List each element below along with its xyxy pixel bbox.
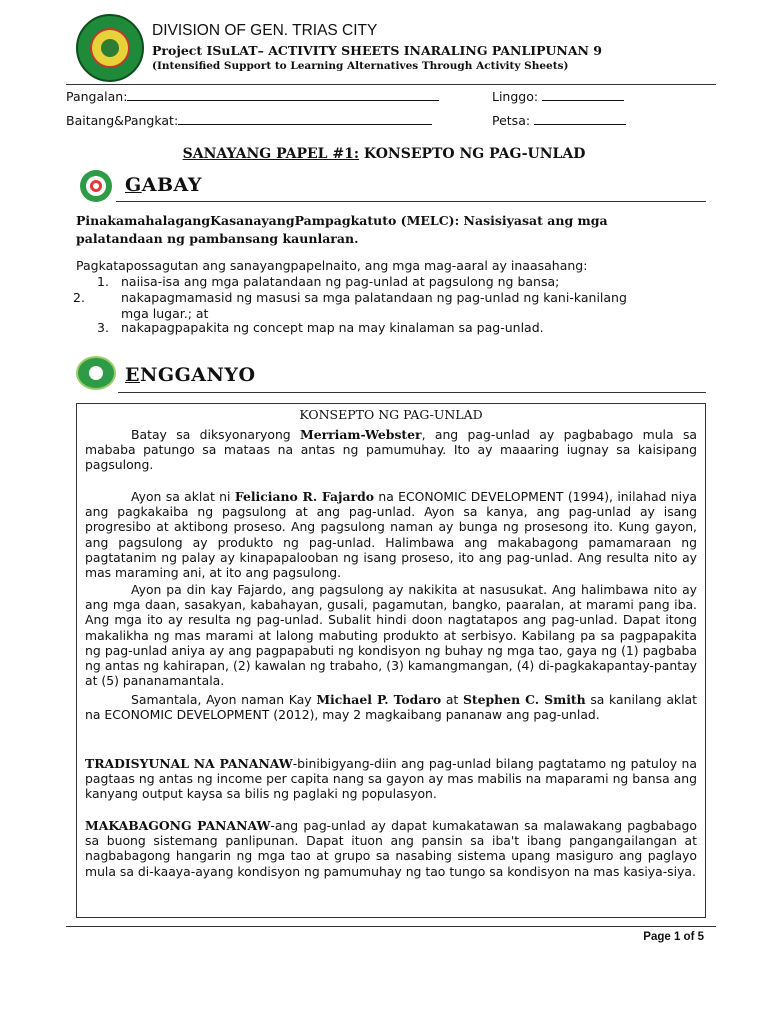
division-seal-logo: [76, 14, 144, 82]
paragraph-3: Ayon pa din kay Fajardo, ang pagsulong ay nakikita at nasusukat. Ang halimbawa nito ay ang mga daan, sasakyan, kabahayan, gusali, pagamutan, bangko, paaralan, at marami pang iba. Ang mga ito ay resulta ng pag-unlad. Subalit hindi doon nagtatapos ang pag-unlad. Dapat itong makalikha ng mas marami at lalong mabuting produkto at serbisyo. Kabilang pa sa pagpapakita ng pag-unlad aniya ay ang pagpapabuti ng kondisyon ng buhay ng mga tao, gaya ng (1) pagbaba ng antas ng kahirapan, (2) kawalan ng trabaho, (3) kamangmangan, (4) di-pagkakapantay-pantay at (5) pananamantala.: [85, 582, 697, 689]
petsa-label: Petsa:: [492, 113, 531, 128]
objective-item: 1. naiisa-isa ang mga palatandaan ng pag-unlad at pagsulong ng bansa;: [97, 274, 560, 289]
pangalan-line[interactable]: [127, 88, 439, 101]
footer-divider: [66, 926, 716, 927]
target-icon: [80, 170, 112, 202]
paragraph-1: Batay sa diksyonaryong Merriam-Webster, ang pag-unlad ay pagbabago mula sa mababa patungo sa mataas na antas ng pamumuhay. Ito ay maaaring iugnay sa kaisipang pagsulong.: [85, 427, 697, 473]
engganyo-icon: [76, 356, 116, 390]
baitang-field[interactable]: [66, 112, 432, 128]
project-title: Project ISuLAT– ACTIVITY SHEETS INARALING PANLIPUNAN 9: [152, 43, 602, 58]
linggo-label: Linggo:: [492, 89, 539, 104]
worksheet-title: [0, 146, 768, 162]
paragraph-tradisyunal: TRADISYUNAL NA PANANAW-binibigyang-diin ang pag-unlad bilang pagtatamo ng patuloy na pagtaas ng antas ng income per capita nang sa gayon ay mas mabilis na maparami ng bansa ang kanyang output kaysa sa bilis ng paglaki ng populasyon.: [85, 756, 698, 802]
objectives-intro: Pagkatapossagutan ang sanayangpapelnaito, ang mga mag-aaral ay inaasahang:: [76, 258, 588, 273]
page-number: Page 1 of 5: [643, 931, 704, 943]
division-name: DIVISION OF GEN. TRIAS CITY: [152, 22, 378, 39]
paragraph-makabago: MAKABAGONG PANANAW-ang pag-unlad ay dapat kumakatawan sa malawakang pagbabago sa buong sistemang panlipunan. Dapat ituon ang pansin sa iba't ibang pangangailangan at nagbabagong hangarin ng mga tao at grupo sa nasabing sistema upang masiguro ang paglayo mula sa di-kaaya-ayang kondisyon ng pamumuhay ng tao tungo sa kondisyon na mas kasiya-siya.: [85, 818, 697, 879]
melc-text: PinakamahalagangKasanayangPampagkatuto (MELC): Nasisiyasat ang mga palatandaan ng pambansang kaunlaran.: [76, 213, 608, 246]
engganyo-heading: ENGGANYO: [125, 364, 256, 386]
paragraph-4: Samantala, Ayon naman Kay Michael P. Todaro at Stephen C. Smith sa kanilang aklat na ECONOMIC DEVELOPMENT (2012), may 2 magkaibang pananaw ang pag-unlad.: [85, 692, 697, 723]
worksheet-number: SANAYANG PAPEL #1:: [182, 146, 360, 162]
gabay-divider: [116, 201, 706, 202]
project-subtitle: (Intensified Support to Learning Alternatives Through Activity Sheets): [152, 60, 569, 72]
petsa-line[interactable]: [534, 112, 626, 125]
petsa-field[interactable]: [492, 112, 626, 128]
linggo-line[interactable]: [542, 88, 624, 101]
baitang-line[interactable]: [178, 112, 432, 125]
gabay-heading: GABAY: [125, 174, 202, 196]
objective-item: 3. nakapagpapakita ng concept map na may kinalaman sa pag-unlad.: [97, 320, 544, 335]
content-title: KONSEPTO NG PAG-UNLAD: [299, 407, 483, 422]
linggo-field[interactable]: [492, 88, 624, 104]
engganyo-divider: [118, 392, 706, 393]
worksheet-topic: KONSEPTO NG PAG-UNLAD: [359, 146, 586, 162]
objective-item: 2. nakapagmamasid ng masusi sa mga palatandaan ng pag-unlad ng kani-kanilang mga lugar.; at: [73, 290, 627, 321]
paragraph-2: Ayon sa aklat ni Feliciano R. Fajardo na ECONOMIC DEVELOPMENT (1994), inilahad niya ang pagkakaiba ng pagsulong at ang pag-unlad. Ayon sa kanya, ang pag-unlad ay isang progresibo at aktibong proseso. Ang pagsulong naman ay bunga ng prosesong ito. Kung gayon, ang pagsulong ay produkto ng pag-unlad. Halimbawa ang makabagong pamamaraan ng pagtatanim ng palay ay kinapapalooban ng isang proseso, ito ang pag-unlad. Ang resulta nito ay mas maraming ani, at ito ang pagsulong.: [85, 489, 697, 581]
pangalan-label: Pangalan:: [66, 89, 128, 104]
baitang-label: Baitang&Pangkat:: [66, 113, 179, 128]
header-divider: [66, 84, 716, 85]
pangalan-field[interactable]: [66, 88, 439, 104]
